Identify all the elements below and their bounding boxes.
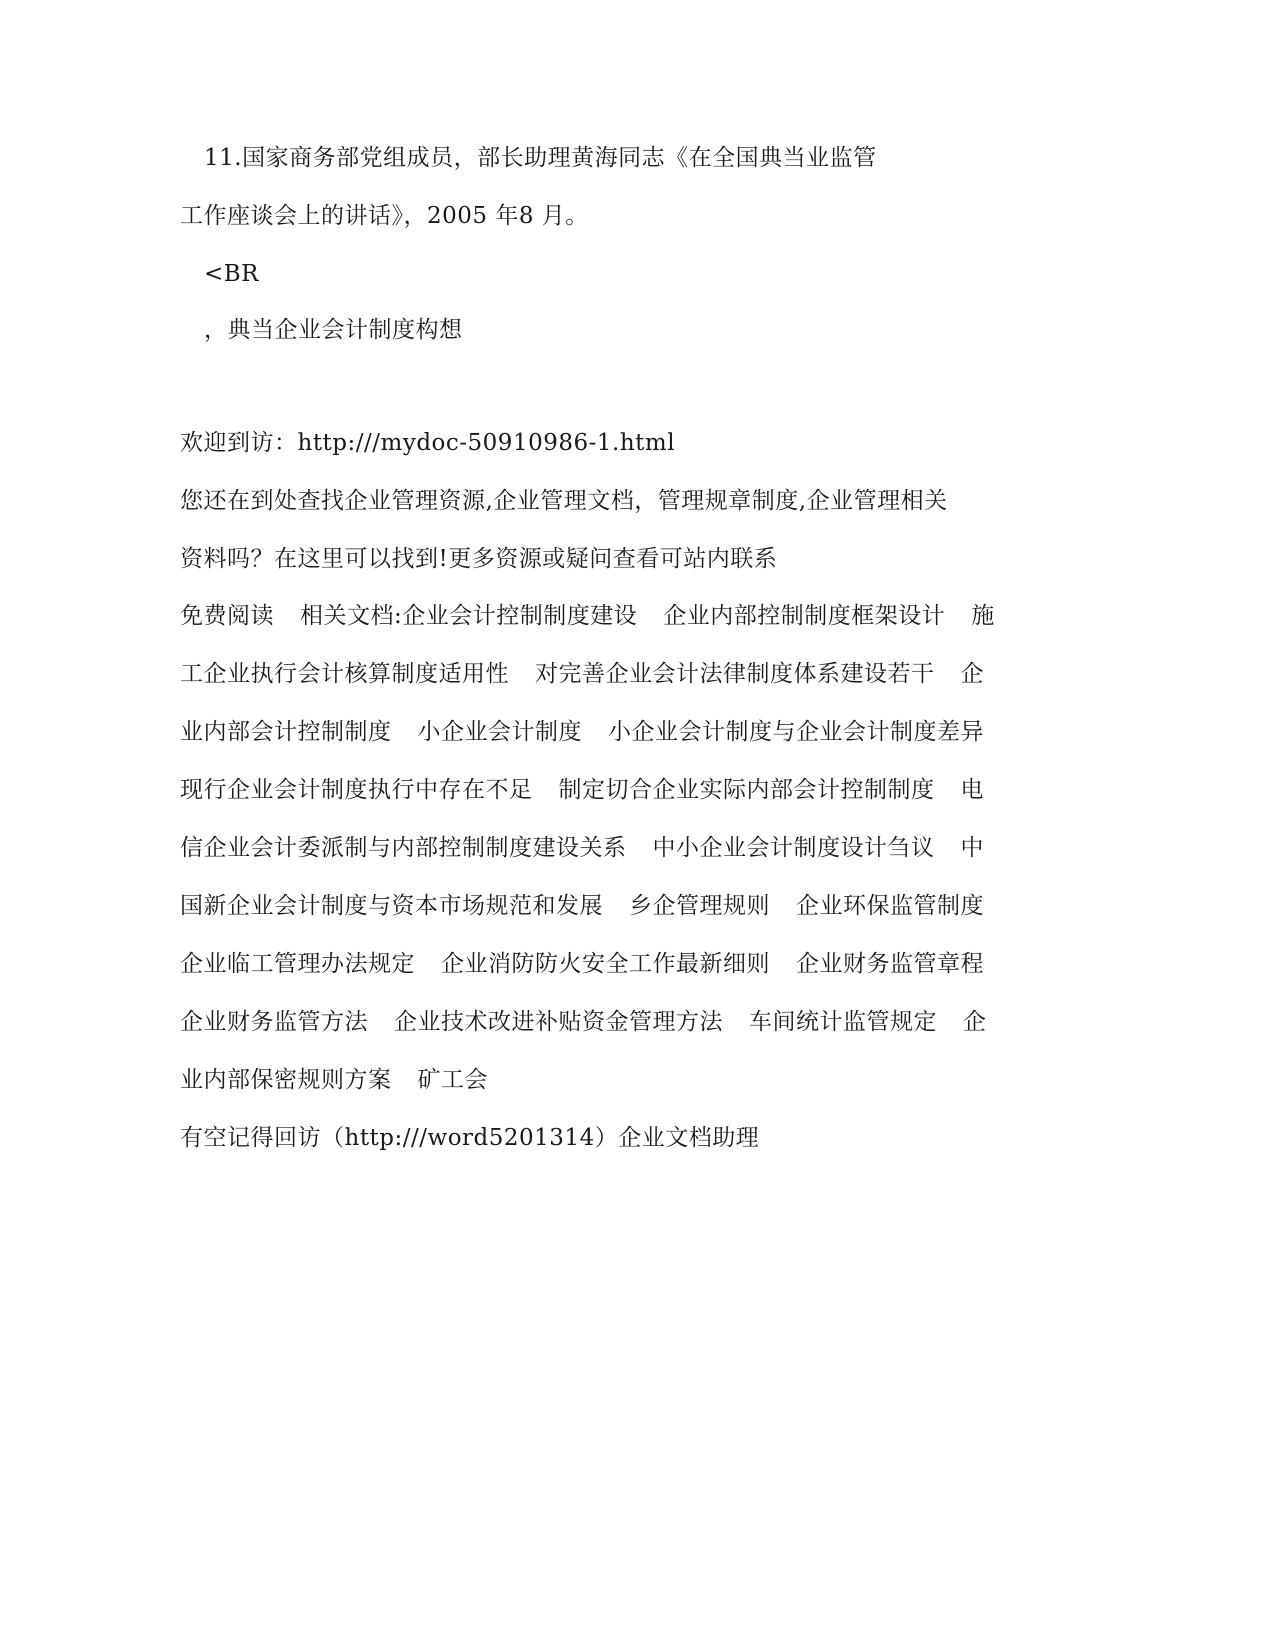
related-link[interactable]: 企业会计控制制度建设: [402, 603, 638, 629]
related-link-start[interactable]: 电: [960, 777, 984, 803]
related-link-cont[interactable]: 工企业执行会计核算制度适用性: [180, 661, 509, 687]
related-link-cont[interactable]: 信企业会计委派制与内部控制制度建设关系: [180, 835, 627, 861]
related-line-5: [180, 833, 984, 863]
related-line-6: [180, 891, 984, 921]
related-link[interactable]: 对完善企业会计法律制度体系建设若干: [535, 661, 935, 687]
related-line-4: [180, 775, 984, 805]
footer-revisit-line[interactable]: 有空记得回访（http:///word5201314）企业文档助理: [180, 1125, 760, 1151]
welcome-link-line[interactable]: 欢迎到访：http:///mydoc-50910986-1.html: [180, 430, 676, 456]
related-link-cont[interactable]: 业内部保密规则方案: [180, 1067, 392, 1093]
related-link-cont[interactable]: 业内部会计控制制度: [180, 719, 392, 745]
related-link[interactable]: 乡企管理规则: [629, 893, 770, 919]
related-line-3: [180, 717, 984, 747]
related-link[interactable]: 车间统计监管规定: [749, 1009, 937, 1035]
related-link-start[interactable]: 企: [960, 661, 984, 687]
reference-line-1: 11.国家商务部党组成员，部长助理黄海同志《在全国典当业监管: [204, 145, 877, 171]
related-link[interactable]: 企业财务监管方法: [180, 1009, 368, 1035]
promo-line-1: 您还在到处查找企业管理资源,企业管理文档，管理规章制度,企业管理相关: [180, 488, 948, 514]
subtitle-text: ，典当企业会计制度构想: [204, 317, 463, 343]
related-link-cont[interactable]: 国新企业会计制度与资本市场规范和发展: [180, 893, 603, 919]
related-link[interactable]: 企业财务监管章程: [796, 951, 984, 977]
related-docs-label: 相关文档:: [300, 603, 403, 629]
related-line-1: [180, 601, 995, 631]
related-line-9: [180, 1065, 488, 1095]
related-line-7: [180, 949, 984, 979]
related-link[interactable]: 现行企业会计制度执行中存在不足: [180, 777, 533, 803]
html-artifact-text: <BR: [204, 261, 259, 287]
related-link[interactable]: 制定切合企业实际内部会计控制制度: [558, 777, 935, 803]
related-link[interactable]: 小企业会计制度与企业会计制度差异: [608, 719, 984, 745]
related-link[interactable]: 企业技术改进补贴资金管理方法: [394, 1009, 723, 1035]
related-link-start[interactable]: 施: [971, 603, 995, 629]
related-link[interactable]: 企业临工管理办法规定: [180, 951, 415, 977]
related-line-8: [180, 1007, 987, 1037]
reference-line-2: 工作座谈会上的讲话》，2005 年8 月。: [180, 203, 589, 229]
related-link-start[interactable]: 中: [960, 835, 984, 861]
related-link[interactable]: 小企业会计制度: [417, 719, 582, 745]
related-link[interactable]: 企业内部控制制度框架设计: [663, 603, 946, 629]
related-line-2: [180, 659, 984, 689]
promo-line-2: 资料吗？在这里可以找到!更多资源或疑问查看可站内联系: [180, 546, 778, 572]
related-link[interactable]: 企业消防防火安全工作最新细则: [441, 951, 770, 977]
free-read-label[interactable]: 免费阅读: [180, 603, 274, 629]
related-link[interactable]: 企业环保监管制度: [796, 893, 984, 919]
related-link[interactable]: 矿工会: [417, 1067, 488, 1093]
related-link[interactable]: 中小企业会计制度设计刍议: [652, 835, 935, 861]
related-link-start[interactable]: 企: [963, 1009, 987, 1035]
